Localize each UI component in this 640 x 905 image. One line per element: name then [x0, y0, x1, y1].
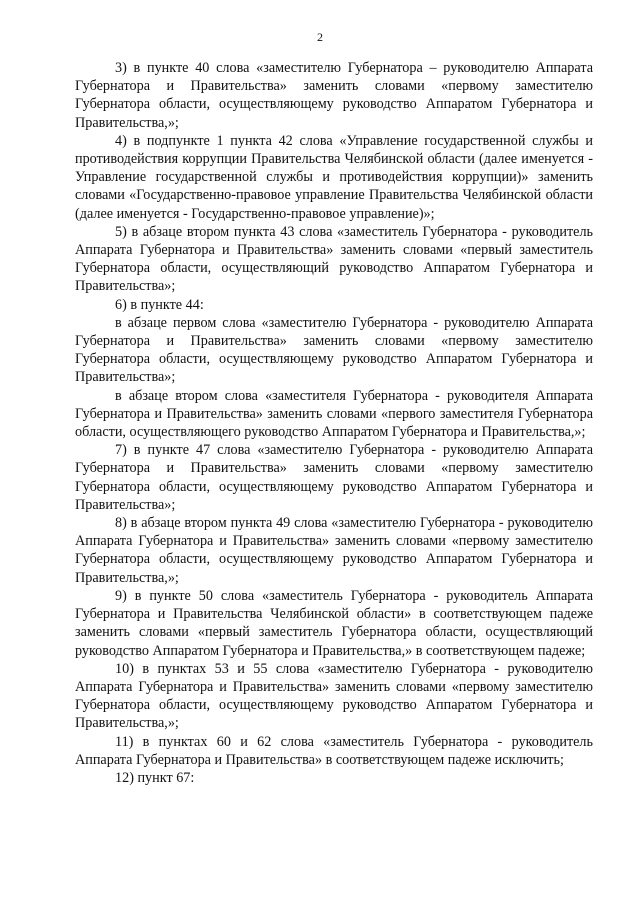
- amendment-paragraph-6: 6) в пункте 44:: [115, 296, 204, 313]
- amendment-paragraph-10: 10) в пунктах 53 и 55 слова «заместителю Губернатора - руководителю Аппарата Губернатора и Правительства» заменить словами «первому заместителю Губернатора области, осуществляющему руководство Аппаратом Губернатора и Правительства,»;: [75, 660, 593, 732]
- document-body: [75, 59, 593, 787]
- amendment-paragraph-6-sub-1: в абзаце первом слова «заместителю Губернатора - руководителю Аппарата Губернатора и Правительства» заменить словами «первому заместителю Губернатора области, осуществляющему руководство Аппаратом Губернатора и Правительства»;: [75, 314, 593, 386]
- amendment-paragraph-9: 9) в пункте 50 слова «заместитель Губернатора - руководитель Аппарата Губернатора и Правительства Челябинской области» в соответствующем падеже заменить словами «первый заместитель Губернатора области, осуществляющий руководство Аппаратом Губернатора и Правительства,» в соответствующем падеже;: [75, 587, 593, 659]
- amendment-paragraph-5: 5) в абзаце втором пункта 43 слова «заместитель Губернатора - руководитель Аппарата Губернатора и Правительства» заменить словами «первый заместитель Губернатора области, осуществляющий руководство Аппаратом Губернатора и Правительства»;: [75, 223, 593, 295]
- amendment-paragraph-6-sub-2: в абзаце втором слова «заместителя Губернатора - руководителя Аппарата Губернатора и Правительства» заменить словами «первого заместителя Губернатора области, осуществляющего руководство Аппаратом Губернатора и Правительства,»;: [75, 387, 593, 441]
- page-number: 2: [317, 30, 323, 44]
- amendment-paragraph-7: 7) в пункте 47 слова «заместителю Губернатора - руководителю Аппарата Губернатора и Правительства» заменить словами «первому заместителю Губернатора области, осуществляющему руководство Аппаратом Губернатора и Правительства»;: [75, 442, 593, 513]
- amendment-paragraph-8: 8) в абзаце втором пункта 49 слова «заместителю Губернатора - руководителю Аппарата Губернатора и Правительства» заменить словами «первому заместителю Губернатора области, осуществляющему руководство Аппаратом Губернатора и Правительства,»;: [75, 515, 593, 586]
- amendment-paragraph-11: 11) в пунктах 60 и 62 слова «заместитель Губернатора - руководитель Аппарата Губернатора и Правительства» в соответствующем падеже исключить;: [75, 733, 593, 768]
- amendment-paragraph-4: 4) в подпункте 1 пункта 42 слова «Управление государственной службы и противодействия коррупции Правительства Челябинской области (далее именуется - Управление государственной службы и противодействия коррупции)» заменить словами «Государственно-правовое управление Правительства Челябинской области (далее именуется - Государственно-правовое управление)»;: [75, 132, 593, 222]
- amendment-paragraph-3: 3) в пункте 40 слова «заместителю Губернатора – руководителю Аппарата Губернатора и Правительства» заменить словами «первому заместителю Губернатора области, осуществляющему руководство Аппаратом Губернатора и Правительства,»;: [75, 60, 593, 131]
- amendment-paragraph-12: 12) пункт 67:: [115, 769, 195, 786]
